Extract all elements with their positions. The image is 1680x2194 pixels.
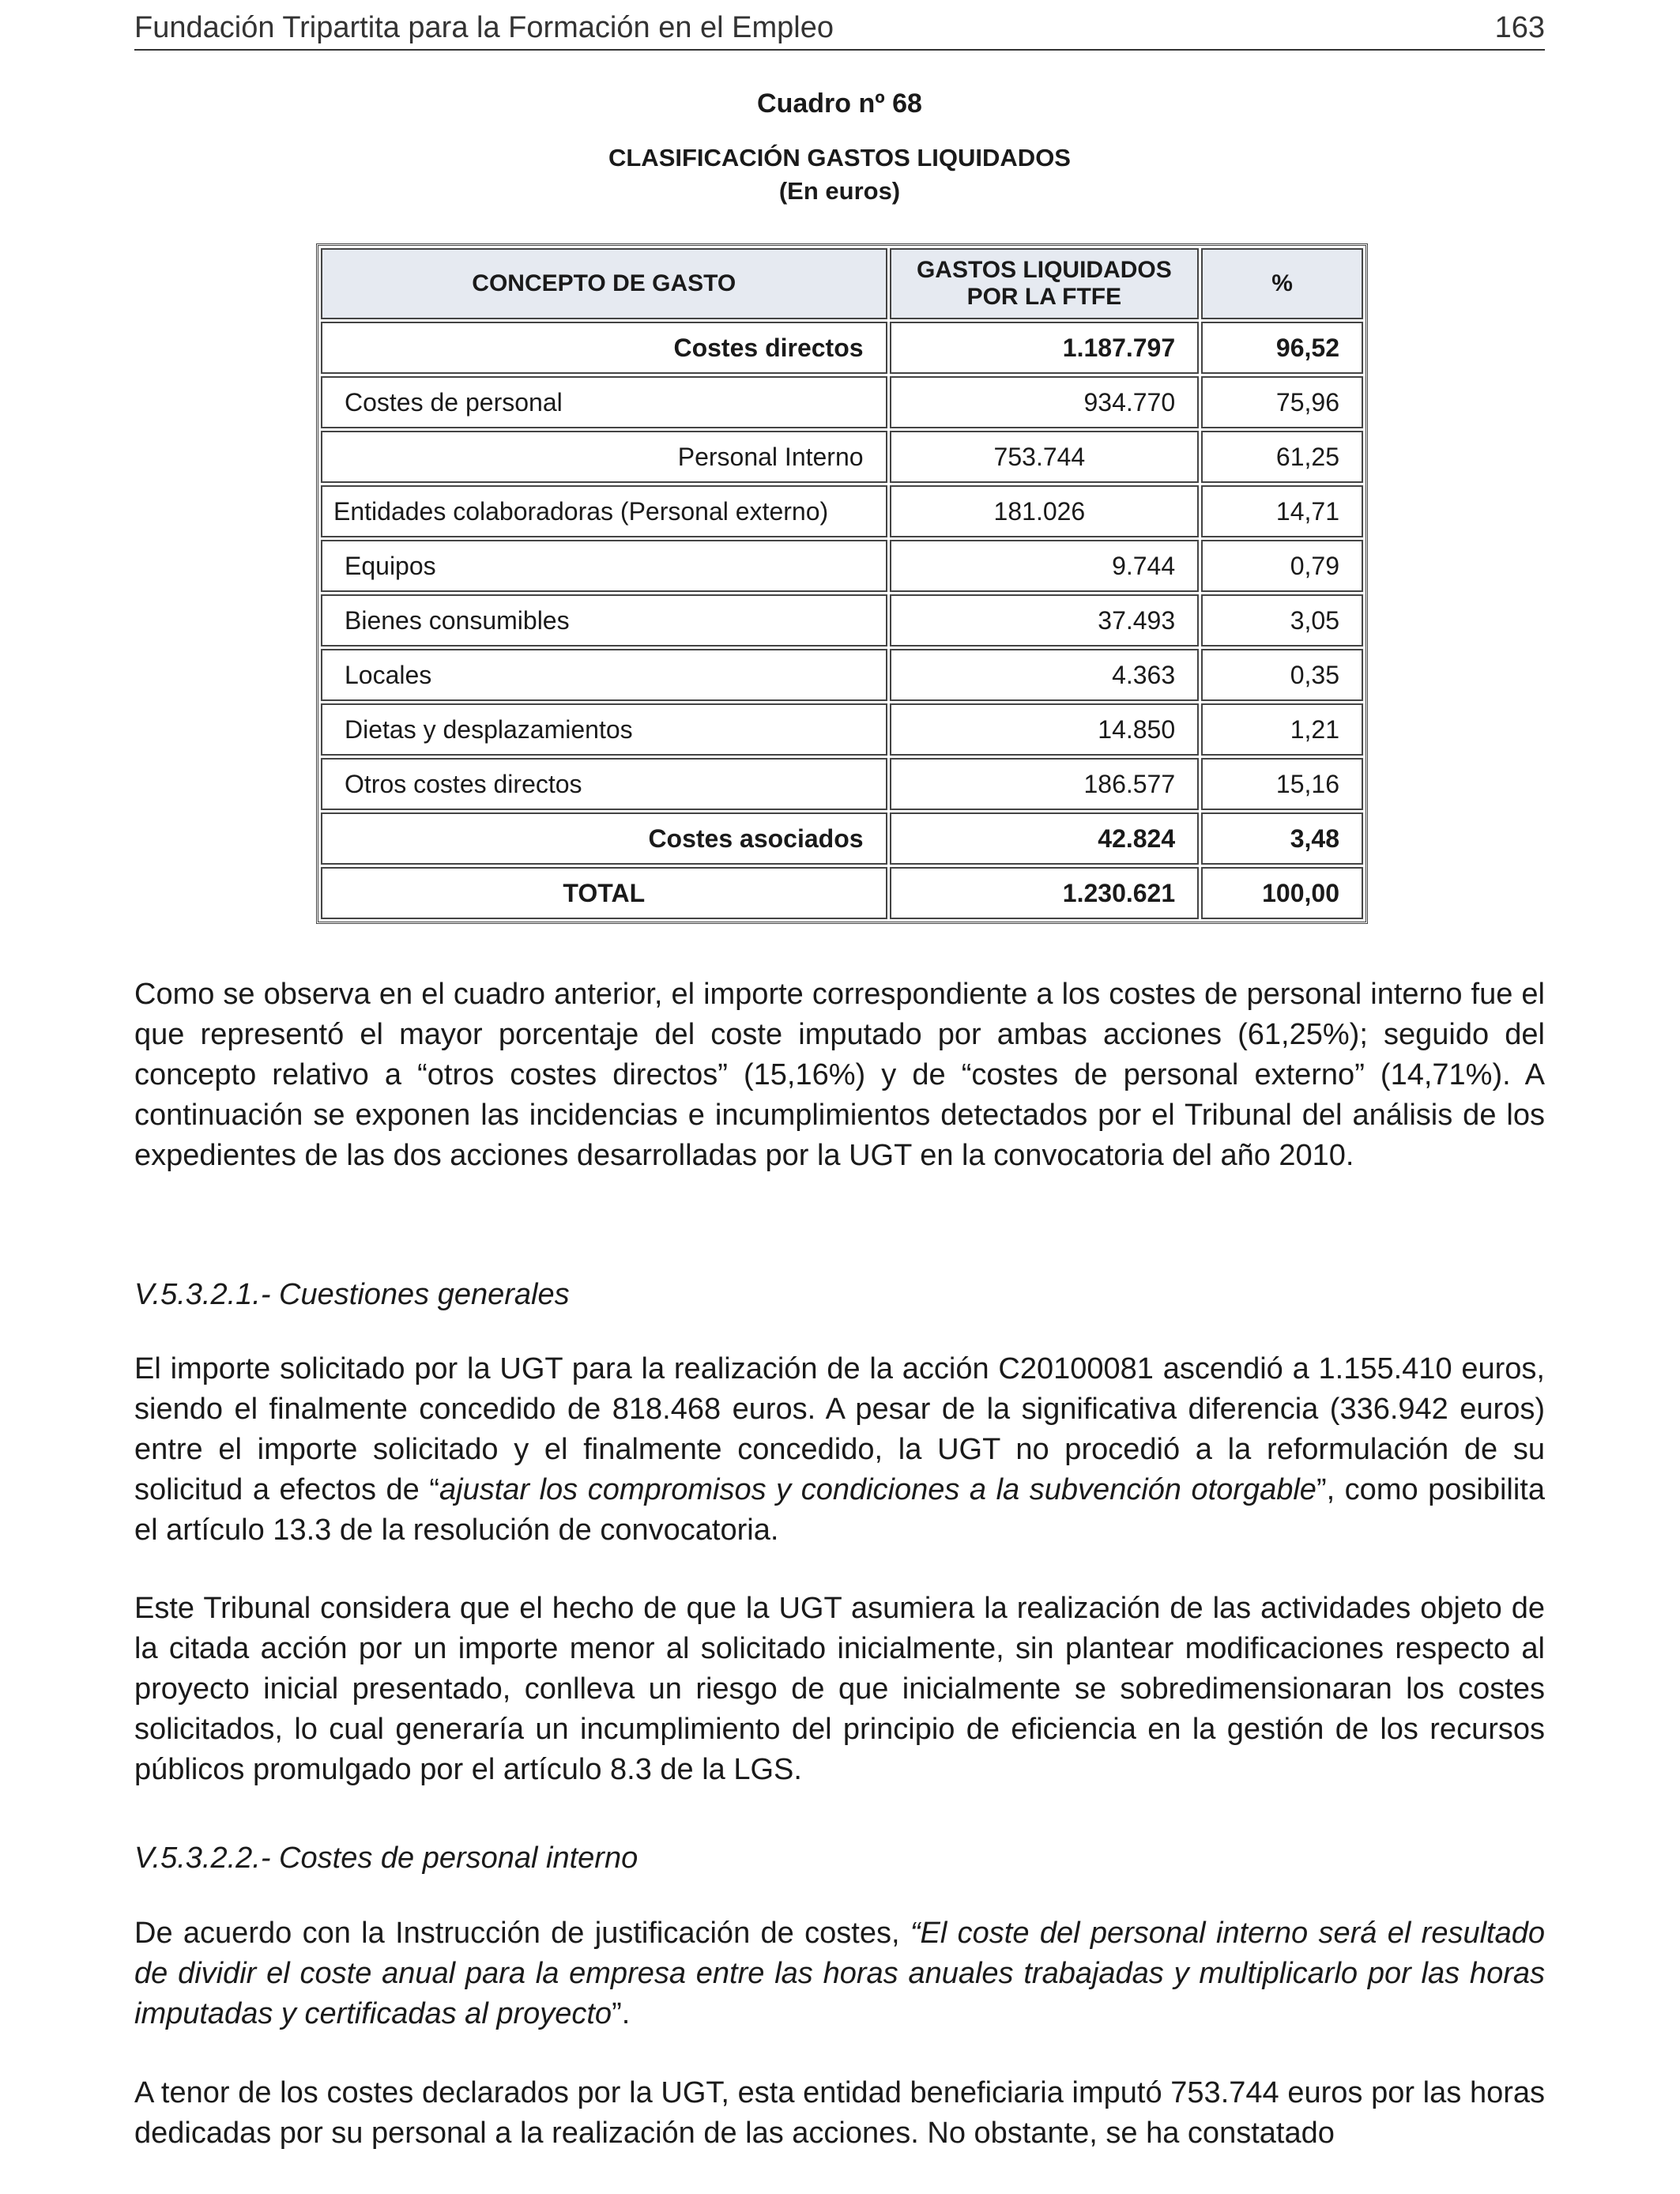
paragraph-2-quote: ajustar los compromisos y condiciones a la subvención otorgable xyxy=(439,1473,1317,1506)
row-concept: Bienes consumibles xyxy=(321,594,887,647)
row-amount: 934.770 xyxy=(890,376,1200,428)
header-amount-line2: POR LA FTFE xyxy=(966,284,1122,310)
paragraph-2-text-a: El importe solicitado por la UGT para la realización de la acción C20100081 ascendió a 1.155.410 euros, siendo el finalmente concedido de 818.468 euros. A pesar de la significativa diferencia (336.942 euros) entre el importe solicitado y el finalmente concedido, la UGT no procedió a la reformulación de su solicitud a efectos de “ xyxy=(134,1352,1545,1506)
table-title: CLASIFICACIÓN GASTOS LIQUIDADOS xyxy=(608,144,1071,172)
row-percent: 15,16 xyxy=(1201,758,1363,810)
row-percent: 100,00 xyxy=(1201,867,1363,919)
table-row xyxy=(321,322,1363,374)
section-heading-personal-interno: V.5.3.2.2.- Costes de personal interno xyxy=(134,1842,638,1875)
table-subtitle: (En euros) xyxy=(778,177,901,205)
row-concept: Costes asociados xyxy=(321,812,887,865)
header-title: Fundación Tripartita para la Formación en el Empleo xyxy=(134,10,834,44)
paragraph-2 xyxy=(134,1349,1545,1551)
row-amount: 14.850 xyxy=(890,703,1200,756)
row-percent: 1,21 xyxy=(1201,703,1363,756)
paragraph-3: Este Tribunal considera que el hecho de que la UGT asumiera la realización de las actividades objeto de la citada acción por un importe menor al solicitado inicialmente, sin plantear modificaciones respecto al proyecto inicial presentado, conlleva un riesgo de que inicialmente se sobredimensionaran los costes solicitados, lo cual generaría un incumplimiento del principio de eficiencia en la gestión de los recursos públicos promulgado por el artículo 8.3 de la LGS. xyxy=(134,1592,1545,1786)
row-concept: Costes de personal xyxy=(321,376,887,428)
row-amount: 42.824 xyxy=(890,812,1200,865)
paragraph-4 xyxy=(134,1913,1545,2034)
table-number: Cuadro nº 68 xyxy=(757,89,922,119)
row-concept: Otros costes directos xyxy=(321,758,887,810)
row-concept: Costes directos xyxy=(321,322,887,374)
row-amount: 1.187.797 xyxy=(890,322,1200,374)
expenses-table xyxy=(316,243,1368,924)
table-row xyxy=(321,431,1363,483)
row-percent: 3,05 xyxy=(1201,594,1363,647)
table-row xyxy=(321,812,1363,865)
row-percent: 0,35 xyxy=(1201,649,1363,701)
paragraph-5: A tenor de los costes declarados por la UGT, esta entidad beneficiaria imputó 753.744 euros por las horas dedicadas por su personal a la realización de las acciones. No obstante, se ha constatado xyxy=(134,2076,1545,2150)
header-percent: % xyxy=(1201,248,1363,319)
row-percent: 3,48 xyxy=(1201,812,1363,865)
row-amount: 181.026 xyxy=(890,485,1200,537)
table-row xyxy=(321,594,1363,647)
row-percent: 0,79 xyxy=(1201,540,1363,592)
header-amount-line1: GASTOS LIQUIDADOS xyxy=(916,257,1172,283)
paragraph-1: Como se observa en el cuadro anterior, el importe correspondiente a los costes de personal interno fue el que representó el mayor porcentaje del coste imputado por ambas acciones (61,25%); seguido del concepto relativo a “otros costes directos” (15,16%) y de “costes de personal externo” (14,71%). A continuación se exponen las incidencias e incumplimientos detectados por el Tribunal del análisis de los expedientes de las dos acciones desarrolladas por la UGT en la convocatoria del año 2010. xyxy=(134,978,1545,1172)
table-row xyxy=(321,649,1363,701)
row-concept: Personal Interno xyxy=(321,431,887,483)
row-concept: Equipos xyxy=(321,540,887,592)
row-amount: 753.744 xyxy=(890,431,1200,483)
row-concept: Dietas y desplazamientos xyxy=(321,703,887,756)
table-row xyxy=(321,485,1363,537)
header-concept: CONCEPTO DE GASTO xyxy=(321,248,887,319)
section-heading-cuestiones: V.5.3.2.1.- Cuestiones generales xyxy=(134,1278,570,1311)
table-row xyxy=(321,540,1363,592)
row-percent: 14,71 xyxy=(1201,485,1363,537)
row-concept: Entidades colaboradoras (Personal externo) xyxy=(321,485,887,537)
row-percent: 61,25 xyxy=(1201,431,1363,483)
table-row xyxy=(321,703,1363,756)
row-amount: 9.744 xyxy=(890,540,1200,592)
paragraph-2-text-b: ”, como posibilita el artículo 13.3 de la resolución de convocatoria. xyxy=(134,1473,1545,1547)
page-number: 163 xyxy=(1494,10,1545,44)
table-row xyxy=(321,758,1363,810)
table-row xyxy=(321,376,1363,428)
row-amount: 37.493 xyxy=(890,594,1200,647)
page-header xyxy=(134,6,1545,51)
table-header-row xyxy=(321,248,1363,319)
paragraph-4-text-b: ”. xyxy=(612,1997,631,2030)
row-amount: 1.230.621 xyxy=(890,867,1200,919)
row-percent: 96,52 xyxy=(1201,322,1363,374)
row-percent: 75,96 xyxy=(1201,376,1363,428)
row-concept: TOTAL xyxy=(321,867,887,919)
paragraph-4-text-a: De acuerdo con la Instrucción de justificación de costes, xyxy=(134,1917,910,1950)
paragraph-4-quote: “El coste del personal interno será el resultado de dividir el coste anual para la empresa entre las horas anuales trabajadas y multiplicarlo por las horas imputadas y certificadas al proyecto xyxy=(134,1917,1545,2030)
row-concept: Locales xyxy=(321,649,887,701)
row-amount: 4.363 xyxy=(890,649,1200,701)
header-amount xyxy=(890,248,1200,319)
table-total-row xyxy=(321,867,1363,919)
row-amount: 186.577 xyxy=(890,758,1200,810)
